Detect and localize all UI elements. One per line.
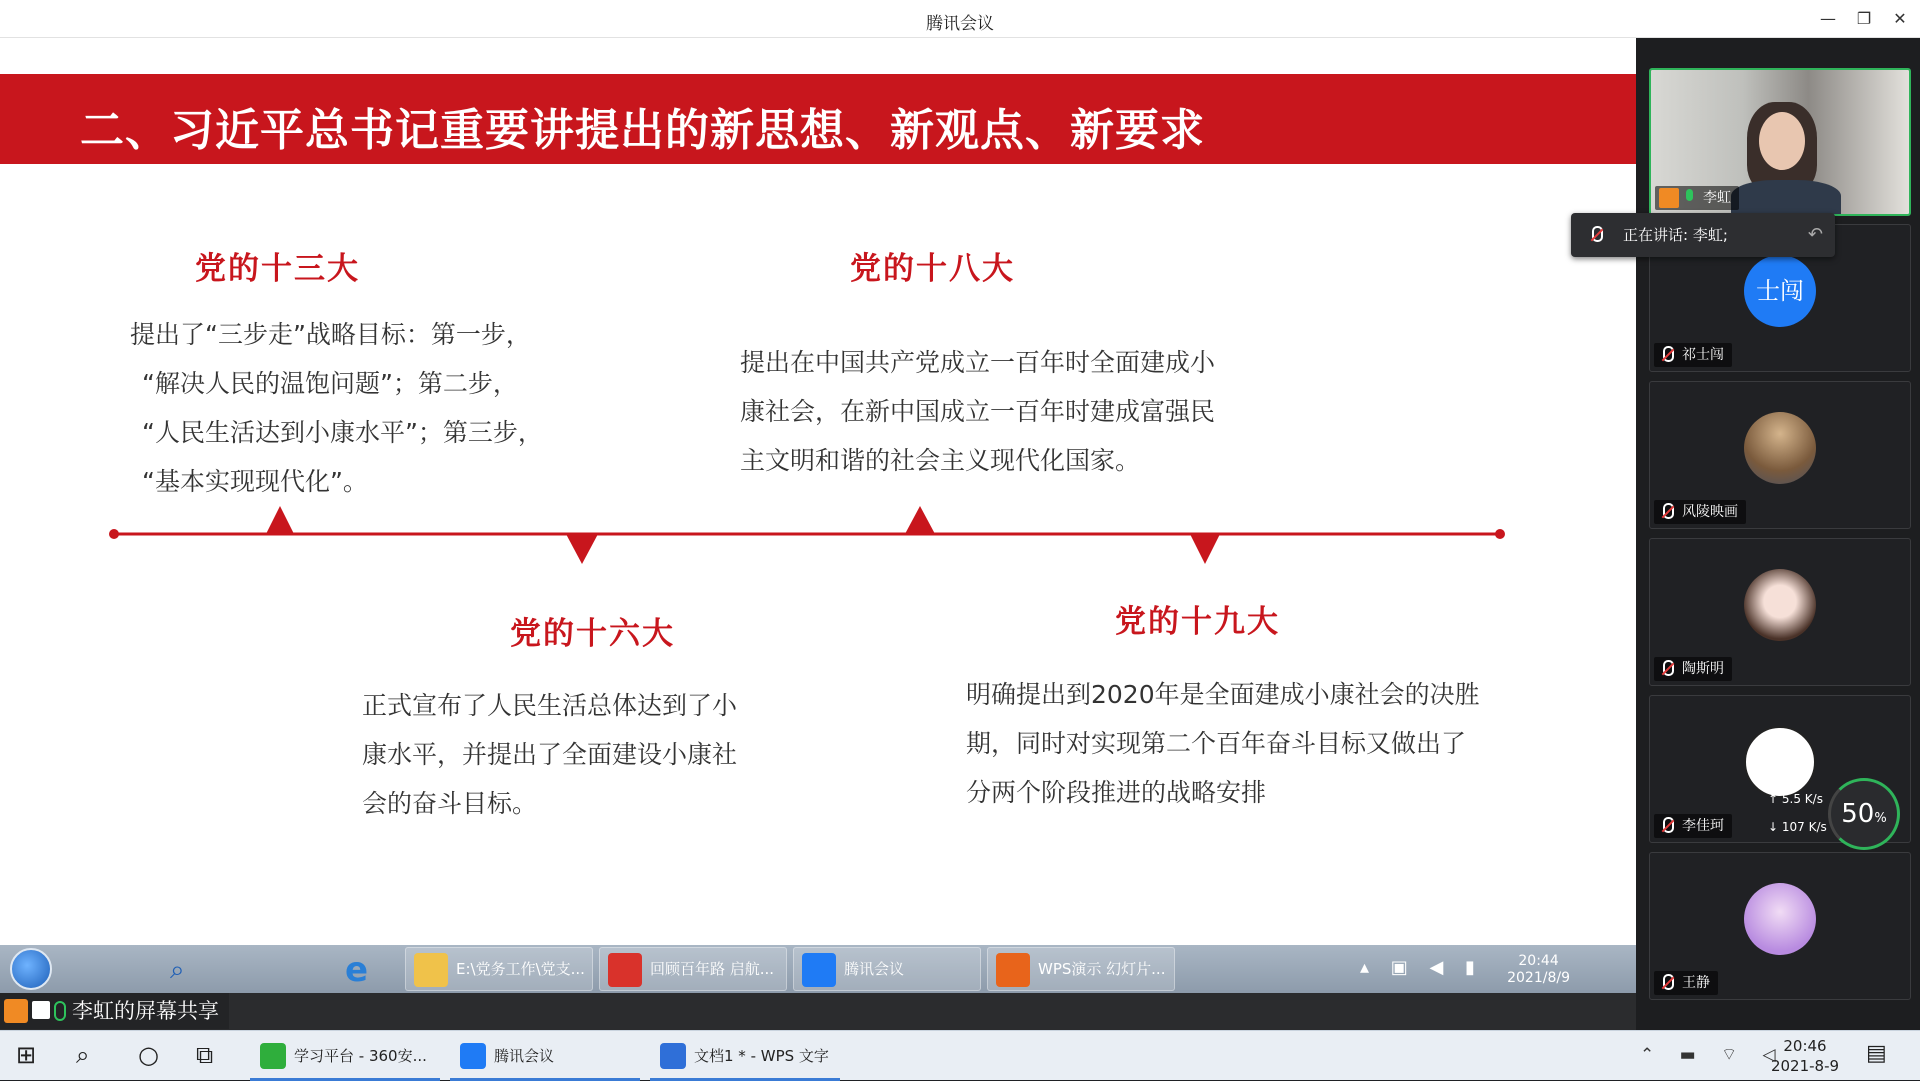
avatar: [1744, 412, 1816, 484]
clock-time: 20:46: [1783, 1037, 1827, 1055]
user-icon: [4, 999, 28, 1023]
cortana-icon[interactable]: ○: [138, 1041, 159, 1069]
shared-date: 2021/8/9: [1507, 970, 1570, 986]
upload-speed: ↑ 5.5 K/s: [1768, 792, 1823, 806]
text-line: 明确提出到2020年是全面建成小康社会的决胜: [966, 680, 1480, 709]
taskbar-app-tencent-meeting[interactable]: [450, 1031, 640, 1081]
text-line: “解决人民的温饱问题”；第二步，: [142, 369, 518, 398]
shared-task-wps-slides: [987, 947, 1175, 991]
muted-microphone-icon: [1660, 503, 1674, 521]
participant-name-tag: [1654, 657, 1732, 681]
folder-icon: [414, 953, 448, 987]
windows-start-icon[interactable]: ⊞: [16, 1041, 37, 1069]
timeline-start-dot: [109, 529, 119, 539]
tencent-meeting-icon: [802, 953, 836, 987]
participant-name: 王静: [1682, 975, 1710, 991]
collapse-icon[interactable]: ↶: [1807, 224, 1823, 245]
taskbar-app-wps-writer[interactable]: [650, 1031, 840, 1081]
taskbar-app-360-browser[interactable]: [250, 1031, 440, 1081]
network-speed-widget[interactable]: [1768, 778, 1908, 850]
windows7-start-icon: [10, 948, 52, 990]
participant-name-tag: [1655, 186, 1739, 210]
text-line: 分两个阶段推进的战略安排: [966, 778, 1267, 807]
shared-task-wps-presentation: [599, 947, 787, 991]
participant-name: 祁士闯: [1682, 347, 1724, 363]
participant-name-tag: [1654, 971, 1718, 995]
text-line: 正式宣布了人民生活总体达到了小: [362, 691, 738, 720]
text-line: 主文明和谐的社会主义现代化国家。: [740, 446, 1141, 475]
slide-header-title: 二、习近平总书记重要讲提出的新思想、新观点、新要求: [80, 105, 1205, 156]
cpu-usage-gauge: [1828, 778, 1900, 850]
congress-13-text: [130, 310, 543, 506]
participant-name: 陶斯明: [1682, 661, 1724, 677]
participant-tile[interactable]: [1649, 68, 1911, 216]
task-label: WPS演示 幻灯片...: [1038, 960, 1166, 978]
download-value: 107: [1781, 820, 1805, 834]
restore-button[interactable]: ❐: [1856, 9, 1872, 28]
host-icon: [1659, 188, 1679, 208]
search-icon: ⌕: [170, 955, 185, 985]
window-title: 腾讯会议: [926, 14, 994, 34]
congress-18-text: [740, 338, 1215, 485]
download-speed: ↓ 107 K/s: [1768, 820, 1827, 834]
congress-19-title: 党的十九大: [1115, 604, 1280, 640]
upload-value: 5.5: [1781, 792, 1801, 806]
participant-name-tag: [1654, 500, 1746, 524]
timeline-marker-19: [1190, 534, 1220, 564]
video-person-face: [1759, 112, 1805, 170]
task-label: E:\党务工作\党支...: [456, 960, 585, 978]
notification-icon[interactable]: ▤: [1866, 1041, 1887, 1066]
timeline-end-dot: [1495, 529, 1505, 539]
internet-explorer-icon: e: [345, 950, 369, 990]
tencent-meeting-icon: [460, 1043, 486, 1069]
shared-task-tencent-meeting: [793, 947, 981, 991]
presentation-slide: [0, 38, 1636, 946]
text-line: “人民生活达到小康水平”；第三步，: [142, 418, 543, 447]
wps-presentation-icon: [608, 953, 642, 987]
participant-name: 李虹: [1703, 190, 1731, 206]
taskbar-app-label: 腾讯会议: [494, 1047, 555, 1065]
congress-16-text: [362, 681, 737, 828]
system-clock[interactable]: [1762, 1036, 1848, 1076]
text-line: 提出在中国共产党成立一百年时全面建成小: [740, 348, 1216, 377]
wps-slides-icon: [996, 953, 1030, 987]
text-line: “基本实现现代化”。: [142, 467, 368, 496]
participant-name: 李佳珂: [1682, 818, 1724, 834]
muted-microphone-icon: [1660, 974, 1674, 992]
shared-time: 20:44: [1518, 953, 1559, 969]
clock-date: 2021-8-9: [1770, 1057, 1840, 1075]
muted-microphone-icon: [1589, 226, 1605, 244]
participant-tile[interactable]: [1649, 538, 1911, 686]
participant-tile[interactable]: [1649, 852, 1911, 1000]
muted-microphone-icon: [1660, 660, 1674, 678]
wps-writer-icon: [660, 1043, 686, 1069]
task-label: 腾讯会议: [844, 960, 905, 978]
shared-clock: [1507, 953, 1570, 987]
speed-unit: K/s: [1804, 792, 1823, 806]
gauge-unit: %: [1874, 811, 1887, 826]
screen-share-icon: [32, 1001, 50, 1019]
microphone-icon: [54, 1001, 66, 1021]
windows-taskbar: [0, 1030, 1920, 1080]
text-line: 康水平，并提出了全面建设小康社: [362, 740, 738, 769]
avatar: [1744, 883, 1816, 955]
participant-sidebar: [1636, 38, 1920, 1030]
360-browser-icon: [260, 1043, 286, 1069]
window-title-bar: [0, 0, 1920, 38]
congress-18-title: 党的十八大: [850, 251, 1015, 287]
taskbar-app-label: 文档1 * - WPS 文字: [694, 1047, 829, 1065]
congress-19-text: [966, 670, 1480, 817]
timeline-marker-13: [266, 506, 294, 534]
congress-13-title: 党的十三大: [195, 251, 360, 287]
screen-share-label-text: 李虹的屏幕共享: [72, 999, 219, 1023]
participant-name-tag: [1654, 814, 1732, 838]
text-line: 期，同时对实现第二个百年奋斗目标又做出了: [966, 729, 1467, 758]
participant-name: 风陵映画: [1682, 504, 1738, 520]
taskbar-app-label: 学习平台 - 360安...: [294, 1047, 427, 1065]
system-tray-icons[interactable]: ⌃ ▬ ⌔ ◁: [1640, 1045, 1786, 1065]
minimize-button[interactable]: —: [1820, 9, 1836, 28]
shared-screen-taskbar: [0, 945, 1636, 993]
close-button[interactable]: ✕: [1893, 9, 1907, 28]
speaking-text: 正在讲话: 李虹;: [1623, 226, 1728, 244]
avatar: 士闯: [1744, 255, 1816, 327]
text-line: 会的奋斗目标。: [362, 789, 538, 818]
task-view-icon[interactable]: ⧉: [196, 1041, 214, 1069]
speed-unit: K/s: [1808, 820, 1827, 834]
speaking-indicator: [1571, 213, 1835, 257]
participant-name-tag: [1654, 343, 1732, 367]
avatar: [1744, 569, 1816, 641]
muted-microphone-icon: [1660, 817, 1674, 835]
gauge-value: 50: [1841, 799, 1875, 829]
timeline-marker-16: [566, 534, 598, 564]
muted-microphone-icon: [1660, 346, 1674, 364]
shared-tray-icons: ▴ ▣ ◀ ▮: [1360, 957, 1483, 978]
search-icon[interactable]: ⌕: [76, 1041, 90, 1069]
congress-16-title: 党的十六大: [510, 616, 675, 652]
text-line: 提出了“三步走”战略目标：第一步，: [130, 320, 531, 349]
shared-task-explorer: [405, 947, 593, 991]
screen-share-label: [0, 993, 229, 1029]
participant-tile[interactable]: [1649, 381, 1911, 529]
text-line: 康社会，在新中国成立一百年时建成富强民: [740, 397, 1216, 426]
task-label: 回顾百年路 启航...: [650, 960, 775, 978]
video-person-body: [1731, 180, 1841, 216]
timeline-marker-18: [905, 506, 935, 534]
microphone-icon: [1683, 189, 1697, 207]
